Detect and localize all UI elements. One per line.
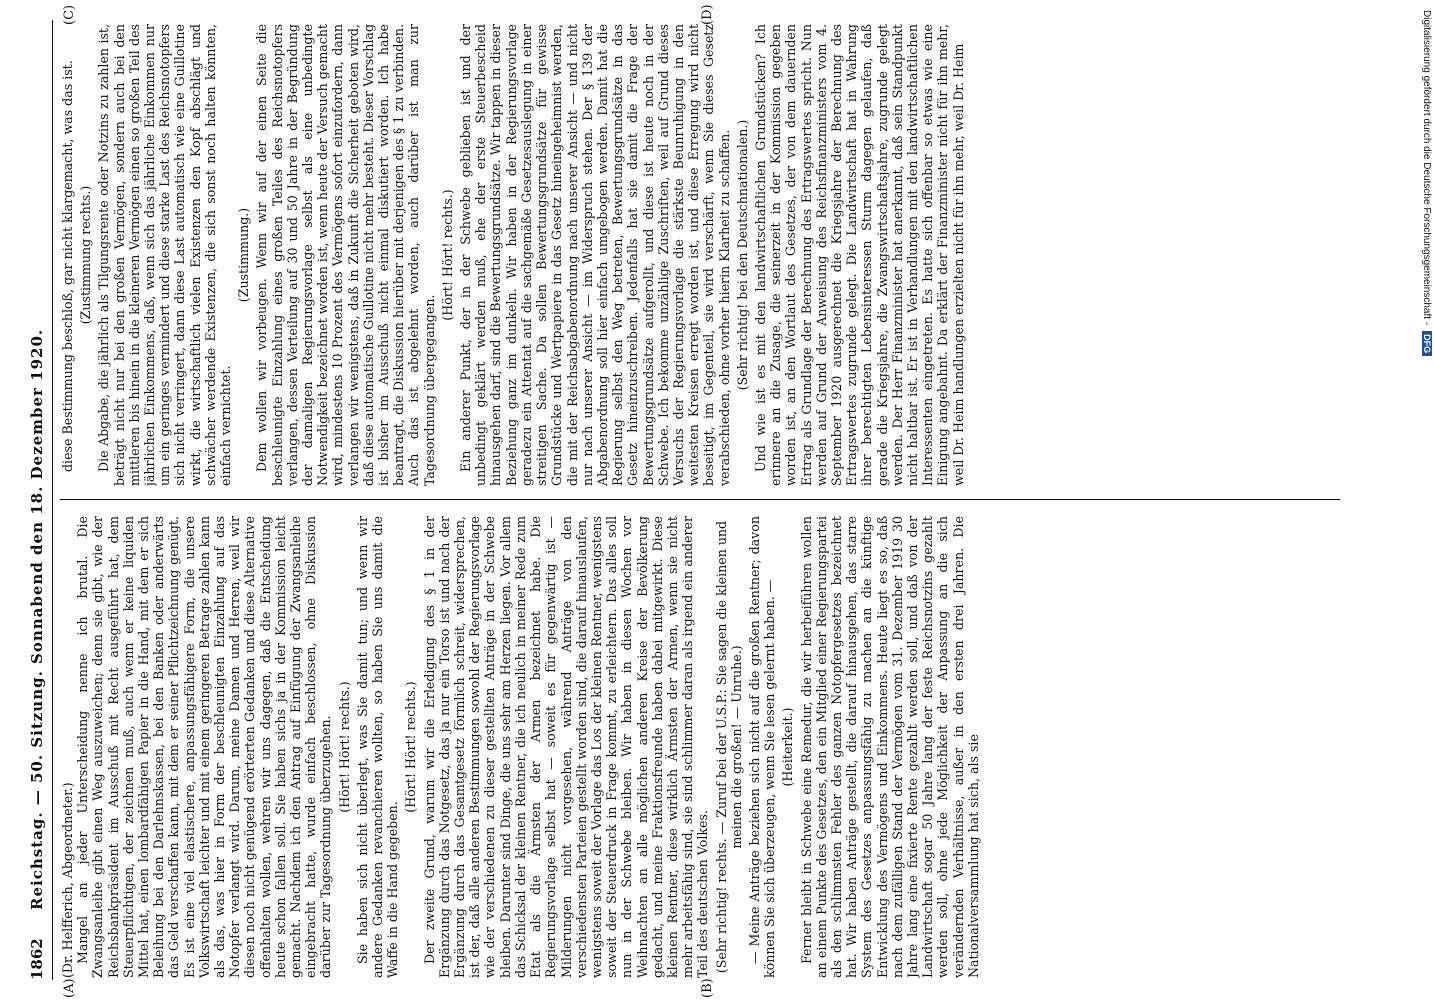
interjection: (Heiterkeit.): [780, 707, 796, 787]
header-rule: [52, 20, 53, 980]
margin-letter-a: (A): [62, 978, 77, 998]
digitization-sidebar: [1418, 10, 1432, 990]
interjection: (Sehr richtig! rechts. — Zuruf bei der U.S.P.: Sie sagen die kleinen und meinen die großen! — Unruhe.): [713, 520, 744, 974]
margin-letter-d: (D): [700, 4, 715, 25]
paragraph: Die Abgabe, die jährlich als Tilgungsrente oder Notzins zu zahlen ist, beträgt nicht nur bei den großen Vermögen, sondern auch bei den mittleren bis hinein in die kleineren Vermögen einen so großen Teil des jährlichen Einkommens, daß, wenn sich das jährliche Einkommen nur um ein geringes vermindert und diese starke Last des Reichsnotopfers sich nicht verringert, dann diese Last automatisch wie eine Guillotine wirkt, die wirtschaftlich vielen Existenzen den Kopf abschlägt und schwächer werdende Existenzen, die sich sonst noch halten könnten, einfach vernichtet.: [96, 24, 234, 486]
interjection: (Zustimmung.): [236, 207, 252, 303]
margin-letter-c: (C): [62, 4, 77, 25]
column-divider: [60, 499, 1340, 500]
interjection: (Zustimmung rechts.): [78, 185, 94, 325]
interjection: (Hört! Hört! rechts.): [336, 681, 352, 813]
digitization-credit: [1418, 10, 1432, 990]
page-number: 1862: [28, 938, 46, 980]
right-column: [60, 24, 1330, 486]
paragraph: Sie haben sich nicht überlegt, was Sie damit tun; und wenn wir andere Gedanken revanchieren wollten, so haben Sie uns damit die Waffe in die Hand gegeben.: [354, 516, 401, 978]
paragraph: Mangel an jeder Unterscheidung nenne ich brutal. Die Zwangsanleihe gibt einen Weg auszuweichen; denn sie gibt, wie der Reichsbankpräsident im Ausschuß mit Recht ausgeführt hat, dem Steuerpflichtigen, der zeichnen muß, auch wenn er keine liquiden Mittel hat, einen lombardfähigen Papier in die Hand, mit dem er sich Beleihung bei den Darlehnskassen, bei den Banken oder anderwärts das Geld verschaffen kann, mit dem er seiner Pflichtzeichnung genügt. Es ist eine viel elastischere, anpassungsfähigere Form, die unsere Volkswirtschaft leichter und mit einem geringeren Betrage zahlen kann als das, was hier in Form der beschleunigten Einzahlung auf das Notopfer verlangt wird. Darum, meine Damen und Herren, weil wir diesen noch nicht genügend erörterten Gedanken und diese Alternative offenhalten wollen, wehren wir uns dagegen, daß die Entscheidung heute schon fallen soll. Sie haben sichs ja in der Kommission leicht gemacht. Nachdem ich den Antrag auf Einfügung der Zwangsanleihe eingebracht hatte, wurde einfach beschlossen, ohne Diskussion darüber zur Tagesordnung überzugehen.: [75, 516, 334, 978]
credit-text: Digitalisierung gefördert durch die Deutsche Forschungsgemeinschaft -: [1421, 10, 1432, 326]
left-column: [60, 516, 1330, 978]
dfg-logo: DFG: [1422, 331, 1432, 356]
paragraph: Der zweite Grund, warum wir die Erledigung des § 1 in der Ergänzung durch das Notgesetz, das ja nur ein Torso ist und nach der Ergänzung durch das Gesamtgesetz förmlich schreit, widersprechen, ist der, daß alle anderen Bestimmungen sowohl der Regierungsvorlage wie der verschiedenen zu dieser gestellten Anträge in der Schwebe bleiben. Darunter sind Dinge, die uns sehr am Herzen liegen. Vor allem das Schicksal der kleinen Rentner, die ich neulich in meiner Rede zum Etat als die Ärmsten der Armen bezeichnet habe. Die Regierungsvorlage selbst hat — soweit es für gegenwärtig ist — Milderungen nicht vorgesehen, während Anträge von den verschiedensten Parteien gestellt worden sind, die darauf hinauslaufen, wenigstens soweit der Vorlage das Los der kleinen Rentner, wenigstens soweit der Steuerdruck in Frage kommt, zu erleichtern. Das alles soll nun in der Schwebe bleiben. Wir haben in diesen Wochen vor Weihnachten an alle möglichen anderen Kreise der Bevölkerung gedacht, und meine Fraktionsfreunde haben dabei mitgewirkt. Diese kleinen Rentner, diese wirklich Ärmsten der Armen, wenn sie nicht mehr arbeitsfähig sind, sie sind schlimmer daran als irgend ein anderer Teil des deutschen Volkes.: [421, 516, 711, 978]
page-header: [28, 20, 48, 980]
interjection: (Sehr richtig! bei den Deutschnationalen.): [734, 119, 750, 391]
paragraph: — Meine Anträge beziehen sich nicht auf die großen Rentner; davon können Sie sich überzeugen, wenn Sie lesen gelernt haben. —: [746, 516, 778, 978]
paragraph: Ein anderer Punkt, der in der Schwebe geblieben ist und der unbedingt geklärt werden muß, ehe der erste Steuerbescheid hinausgehen darf, sind die Bewertungsgrundsätze. Wir tappen in dieser Beziehung ganz im dunkeln. Wir haben in der Regierungsvorlage geradezu ein Attentat auf die sachgemäße Gesetzesauslegung in einer streitigen Sache. Da sollen Bewertungsgrundsätze für gewisse Grundstücke und Wertpapiere in das Gesetz hineingeheimnist werden, die mit der Reichsabgabenordnung nach unserer Ansicht — und nicht nur nach unserer Ansicht — im Widerspruch stehen. Der § 139 der Abgabenordnung soll hier einfach umgebogen werden. Damit hat die Regierung selbst den Weg betreten, Bewertungsgrundsätze in das Gesetz hineinzuschreiben. Jedenfalls hat sie damit die Frage der Bewertungsgrundsätze aufgerollt, und diese ist heute noch in der Schwebe. Ich bekomme unzählige Zuschriften, weil auf Grund dieses Versuchs der Regierungsvorlage die stärkste Beunruhigung in den weitesten Kreisen erregt worden ist, und diese Erregung wird nicht beseitigt, im Gegenteil, sie wird verschärft, wenn Sie dieses Gesetz verabschieden, ohne vorher hierin Klarheit zu schaffen.: [458, 24, 732, 486]
paragraph: Ferner bleibt in Schwebe eine Remedur, die wir herbeiführen wollen an einem Punkte des Gesetzes, den ein Mitglied einer Regierungspartei als den schlimmsten Fehler des ganzen Notopfergesetzes bezeichnet hat. Wir haben Anträge gestellt, die darauf hinausgehen, das starre System des Gesetzes anpassungsfähig zu machen an die künftige Entwicklung des Vermögens und Einkommens. Heute liegt es so, daß nach dem zufälligen Stand der Vermögen vom 31. Dezember 1919 30 Jahre lang eine fixierte Rente gezahlt werden soll, und daß von der Landwirtschaft sogar 50 Jahre lang der feste Reichsnotzins gezahlt werden soll, ohne jede Möglichkeit der Anpassung an die sich verändernden Verhältnisse, außer in den ersten drei Jahren. Die Nationalversammlung hat sich, als sie: [798, 516, 981, 978]
paragraph: Dem wollen wir vorbeugen. Wenn wir auf der einen Seite die beschleunigte Einzahlung eines großen Teiles des Reichsnotopfers verlangen, dessen Verteilung auf 30 und 50 Jahre in der Begründung der damaligen Regierungsvorlage selbst als eine unbedingte Notwendigkeit bezeichnet worden ist, wenn heute der Versuch gemacht wird, mindestens 10 Prozent des Vermögens sofort einzufordern, dann verlangen wir wenigstens, daß in Zukunft die Sicherheit geboten wird, daß diese automatische Guillotine nicht mehr besteht. Dieser Vorschlag ist bisher im Ausschuß nicht einmal diskutiert worden. Ich habe beantragt, die Diskussion hierüber mit derjenigen des § 1 zu verbinden. Auch das ist abgelehnt worden, auch darüber ist man zur Tagesordnung übergegangen.: [254, 24, 437, 486]
interjection: (Hört! Hört! rechts.): [403, 681, 419, 813]
paragraph: Und wie ist es mit den landwirtschaftlichen Grundstücken? Ich erinnere an die Zusage, die seinerzeit in der Kommission gegeben worden ist, an den Wortlaut des Gesetzes, der von dem dauernden Ertrag als Grundlage der Berechnung des Ertragswertes spricht. Nun werden auf Grund der Anweisung des Reichsfinanzministers vom 4. September 1920 ausgerechnet die Kriegsjahre der Berechnung des Ertragswertes zugrunde gelegt. Die Landwirtschaft hat in Wahrung ihrer berechtigten Lebensinteressen Sturm dagegen gelaufen, daß gerade die Kriegsjahre, die Zwangswirtschaftsjahre, zugrunde gelegt werden. Der Herr Finanzminister hat anerkannt, daß sein Standpunkt nicht haltbar ist. Er ist in Verhandlungen mit den landwirtschaftlichen Interessenten eingetreten. Es hatte sich offenbar so etwas wie eine Einigung angebahnt. Da erklärt der Finanzminister nicht für ihn mehr, weil Dr. Heim handlungen erzielten nicht für ihn mehr, weil Dr. Heim: [752, 24, 966, 486]
speaker-note: (Dr. Helfferich, Abgeordneter.): [60, 782, 75, 978]
interjection: (Hört! Hört! rechts.): [439, 189, 455, 321]
margin-letter-b: (B): [700, 978, 715, 998]
running-title: Reichstag. — 50. Sitzung. Sonnabend den 18. Dezember 1920.: [28, 328, 46, 910]
paragraph: diese Bestimmung beschloß, gar nicht klargemacht, was das ist.: [60, 60, 75, 472]
